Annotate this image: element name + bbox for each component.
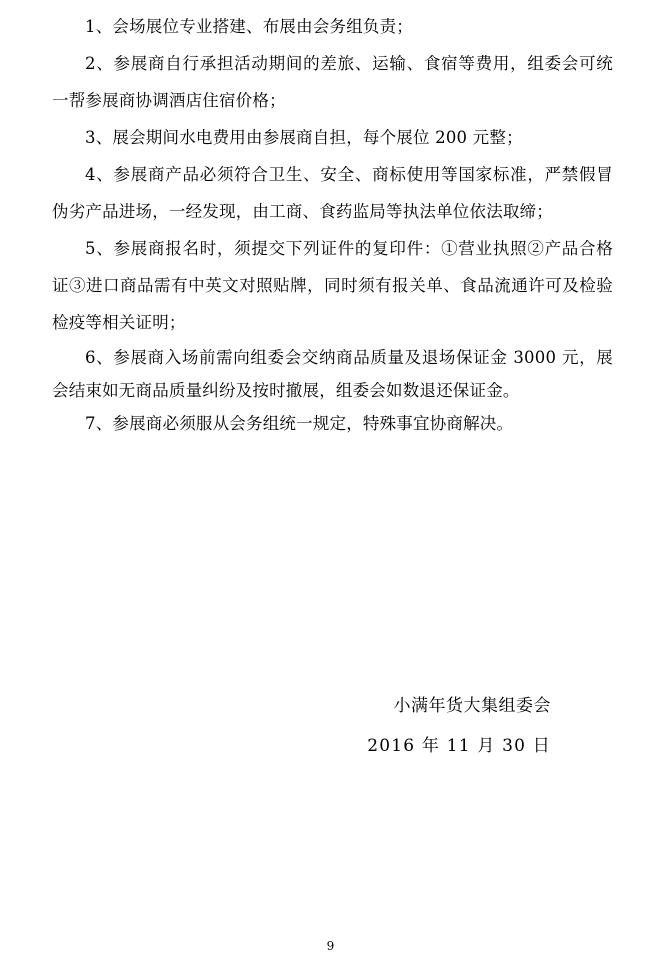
clause-paragraph-7: 7、参展商必须服从会务组统一规定，特殊事宜协商解决。	[85, 414, 514, 433]
signature-date: 2016 年 11 月 30 日	[367, 736, 551, 756]
clause-paragraph-5: 5、参展商报名时，须提交下列证件的复印件：①营业执照②产品合格证③进口商品需有中英文对照贴牌，同时须有报关单、食品流通许可及检验检疫等相关证明；	[52, 239, 613, 332]
clause-paragraph-2: 2、参展商自行承担活动期间的差旅、运输、食宿等费用，组委会可统一帮参展商协调酒店住宿价格；	[52, 54, 613, 110]
clause-paragraph-6: 6、参展商入场前需向组委会交纳商品质量及退场保证金 3000 元，展会结束如无商品质量纠纷及按时撤展，组委会如数退还保证金。	[52, 348, 613, 400]
document-body	[52, 0, 613, 440]
signature-block	[0, 686, 613, 766]
page-number: 9	[326, 939, 335, 953]
clause-paragraph-4: 4、参展商产品必须符合卫生、安全、商标使用等国家标准，严禁假冒伪劣产品进场，一经发现，由工商、食药监局等执法单位依法取缔；	[52, 165, 613, 221]
signature-organization: 小满年货大集组委会	[393, 696, 551, 716]
clause-paragraph-1: 1、会场展位专业搭建、布展由会务组负责；	[85, 17, 413, 36]
clause-paragraph-3: 3、展会期间水电费用由参展商自担，每个展位 200 元整；	[85, 128, 523, 147]
